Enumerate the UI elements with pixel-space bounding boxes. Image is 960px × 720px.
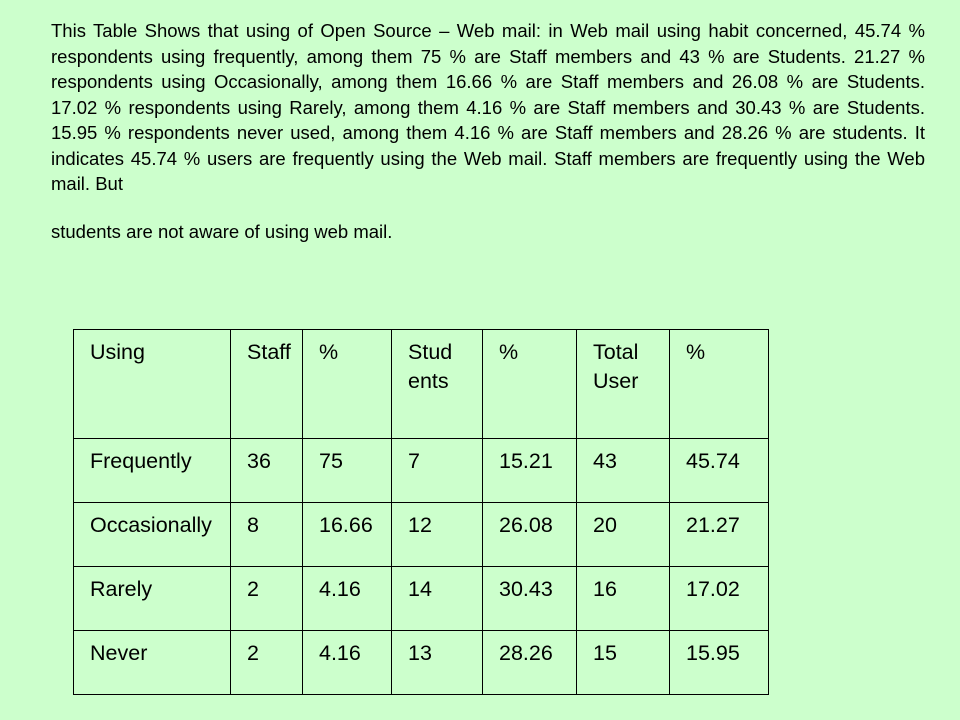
table-row <box>74 631 769 695</box>
table-cell: 7 <box>392 439 483 503</box>
header-cell-staff: Staff <box>231 330 303 439</box>
table-cell: 16.66 <box>303 503 392 567</box>
header-cell-students: Stud ents <box>392 330 483 439</box>
table-cell: 8 <box>231 503 303 567</box>
webmail-usage-table <box>73 329 769 695</box>
table-cell: 15.95 <box>670 631 769 695</box>
table-header-row <box>74 330 769 439</box>
header-cell-using: Using <box>74 330 231 439</box>
table-cell: 15.21 <box>483 439 577 503</box>
table-cell: 30.43 <box>483 567 577 631</box>
table-cell: 28.26 <box>483 631 577 695</box>
table-cell: 12 <box>392 503 483 567</box>
intro-text: This Table Shows that using of Open Source – Web mail: in Web mail using habit concerned, 45.74 % respondents using frequently, among them 75 % are Staff members and 43 % are Students. 21.27 % respondents using Occasionally, among them 16.66 % are Staff members and 26.08 % are Students. 17.02 % respondents using Rarely, among them 4.16 % are Staff members and 30.43 % are Students. 15.95 % respondents never used, among them 4.16 % are Staff members and 28.26 % are students. It indicates 45.74 % users are frequently using the Web mail. Staff members are frequently using the Web mail. But <box>51 20 925 194</box>
table-cell: 15 <box>577 631 670 695</box>
table-row <box>74 503 769 567</box>
table-cell: 43 <box>577 439 670 503</box>
table-row <box>74 567 769 631</box>
table-cell: 4.16 <box>303 631 392 695</box>
intro-last-line: students are not aware of using web mail. <box>51 220 393 242</box>
table-cell: 2 <box>231 567 303 631</box>
header-cell-students-percent: % <box>483 330 577 439</box>
table-cell: 75 <box>303 439 392 503</box>
table-row <box>74 439 769 503</box>
table-cell: 17.02 <box>670 567 769 631</box>
table-cell: 14 <box>392 567 483 631</box>
table-cell: 4.16 <box>303 567 392 631</box>
table-cell: 20 <box>577 503 670 567</box>
table-cell: 36 <box>231 439 303 503</box>
header-cell-staff-percent: % <box>303 330 392 439</box>
table-cell: Occasionally <box>74 503 231 567</box>
header-cell-total-percent: % <box>670 330 769 439</box>
table-cell: Frequently <box>74 439 231 503</box>
table-cell: 45.74 <box>670 439 769 503</box>
header-cell-total-user: Total User <box>577 330 670 439</box>
table-cell: 16 <box>577 567 670 631</box>
table-cell: 21.27 <box>670 503 769 567</box>
intro-paragraph <box>51 18 925 244</box>
table-cell: Rarely <box>74 567 231 631</box>
table-cell: 2 <box>231 631 303 695</box>
table-cell: 26.08 <box>483 503 577 567</box>
table-cell: 13 <box>392 631 483 695</box>
table-cell: Never <box>74 631 231 695</box>
